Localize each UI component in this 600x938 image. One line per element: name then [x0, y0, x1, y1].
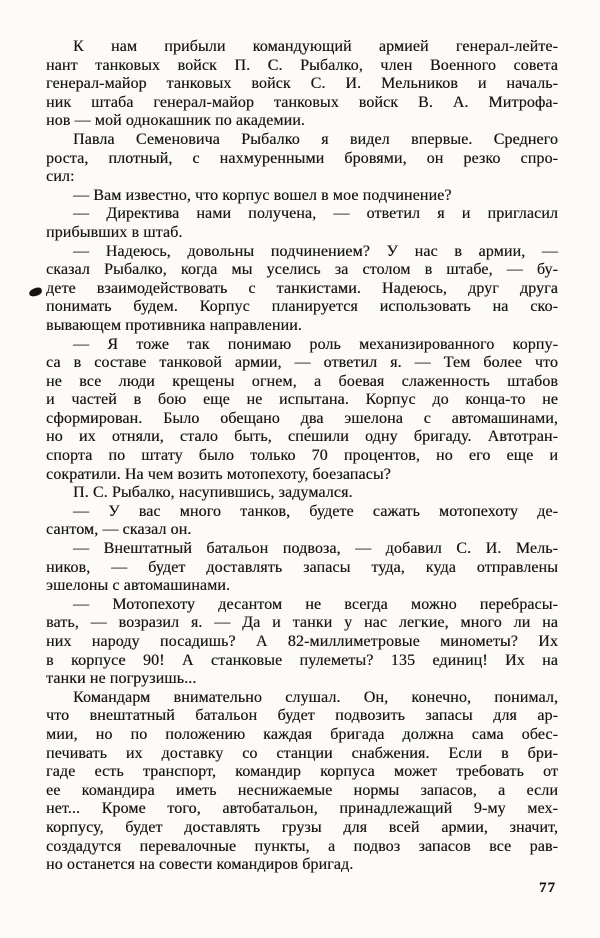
- text-line: Командарм внимательно слушал. Он, конечно, понимал,: [73, 688, 558, 706]
- text-line: дете взаимодействовать с танкистами. Надеюсь, друг друга: [46, 279, 558, 297]
- ink-smudge-artifact: [28, 287, 42, 298]
- text-line: мии, но по положению каждая бригада должна сама обес-: [46, 725, 558, 743]
- text-line: роста, плотный, с нахмуренными бровями, он резко спро-: [46, 149, 558, 167]
- text-line: спорта по штату было только 70 процентов, но его еще и: [46, 447, 558, 465]
- text-line: но останется на совести командиров бригад.: [46, 856, 354, 874]
- text-line: сантом, — сказал он.: [46, 521, 192, 539]
- text-line: — Я тоже так понимаю роль механизированного корпу-: [73, 335, 558, 353]
- text-line: ников, — будет доставлять запасы туда, куда отправлены: [46, 558, 558, 576]
- text-line: — Надеюсь, довольны подчинением? У нас в армии, —: [73, 242, 558, 260]
- text-line: К нам прибыли командующий армией генерал-лейте-: [73, 38, 558, 55]
- text-line: сил:: [46, 168, 75, 186]
- text-line: ее командира иметь неснижаемые нормы запасов, а если: [46, 781, 558, 799]
- text-line: нет... Кроме того, автобатальон, принадлежащий 9-му мех-: [46, 800, 558, 818]
- text-line: гаде есть транспорт, командир корпуса может требовать от: [46, 763, 558, 781]
- text-line: что внештатный батальон будет подвозить запасы для ар-: [46, 707, 558, 725]
- text-line: вывающем противника направлении.: [46, 316, 302, 334]
- text-line: понимать будем. Корпус планируется использовать на ско-: [46, 298, 558, 316]
- text-line: печивать их доставку со станции снабжения. Если в бри-: [46, 744, 558, 762]
- text-line: — Директива нами получена, — ответил я и пригласил: [73, 205, 558, 223]
- text-line: создадутся перевалочные пункты, а подвоз запасов все рав-: [46, 837, 558, 855]
- text-line: са в составе танковой армии, — ответил я. — Тем более что: [46, 354, 558, 372]
- text-line: танки не погрузишь...: [46, 670, 197, 688]
- text-line: — Мотопехоту десантом не всегда можно перебрасы-: [73, 595, 558, 613]
- text-line: — Внештатный батальон подвоза, — добавил С. И. Мель-: [73, 540, 558, 558]
- text-line: нант танковых войск П. С. Рыбалко, член Военного совета: [46, 56, 558, 74]
- text-line: П. С. Рыбалко, насупившись, задумался.: [73, 484, 353, 502]
- text-line: в корпусе 90! А станковые пулеметы? 135 единиц! Их на: [46, 651, 558, 669]
- text-line: корпусу, будет доставлять грузы для всей армии, значит,: [46, 818, 558, 836]
- text-line: нов — мой однокашник по академии.: [46, 112, 305, 130]
- text-line: ник штаба генерал-майор танковых войск В. А. Митрофа-: [46, 93, 558, 111]
- text-line: — У вас много танков, будете сажать мотопехоту де-: [73, 502, 558, 520]
- text-line: эшелоны с автомашинами.: [46, 577, 231, 595]
- text-line: сократили. На чем возить мотопехоту, боезапасы?: [46, 465, 391, 483]
- page-number: 77: [539, 880, 556, 896]
- text-line: вать, — возразил я. — Да и танки у нас легкие, много ли на: [46, 614, 558, 632]
- text-line: не все люди крещены огнем, а боевая слаженность штабов: [46, 372, 558, 390]
- text-line: Павла Семеновича Рыбалко я видел впервые. Среднего: [73, 130, 558, 148]
- text-line: но их отняли, стало быть, спе́шили одну бригаду. Автотран-: [46, 428, 558, 446]
- text-line: них народу посадишь? А 82-миллиметровые минометы? Их: [46, 633, 558, 650]
- text-line: сформирован. Было обещано два эшелона с автомашинами,: [46, 409, 558, 427]
- text-line: генерал-майор танковых войск С. И. Мельников и началь-: [46, 75, 558, 93]
- text-line: — Вам известно, что корпус вошел в мое подчинение?: [73, 186, 452, 204]
- text-block: [46, 38, 558, 875]
- text-line: и частей в бою еще не испытана. Корпус до конца-то не: [46, 391, 558, 409]
- text-line: прибывших в штаб.: [46, 223, 183, 241]
- text-line: сказал Рыбалко, когда мы уселись за столом в штабе, — бу-: [46, 261, 558, 279]
